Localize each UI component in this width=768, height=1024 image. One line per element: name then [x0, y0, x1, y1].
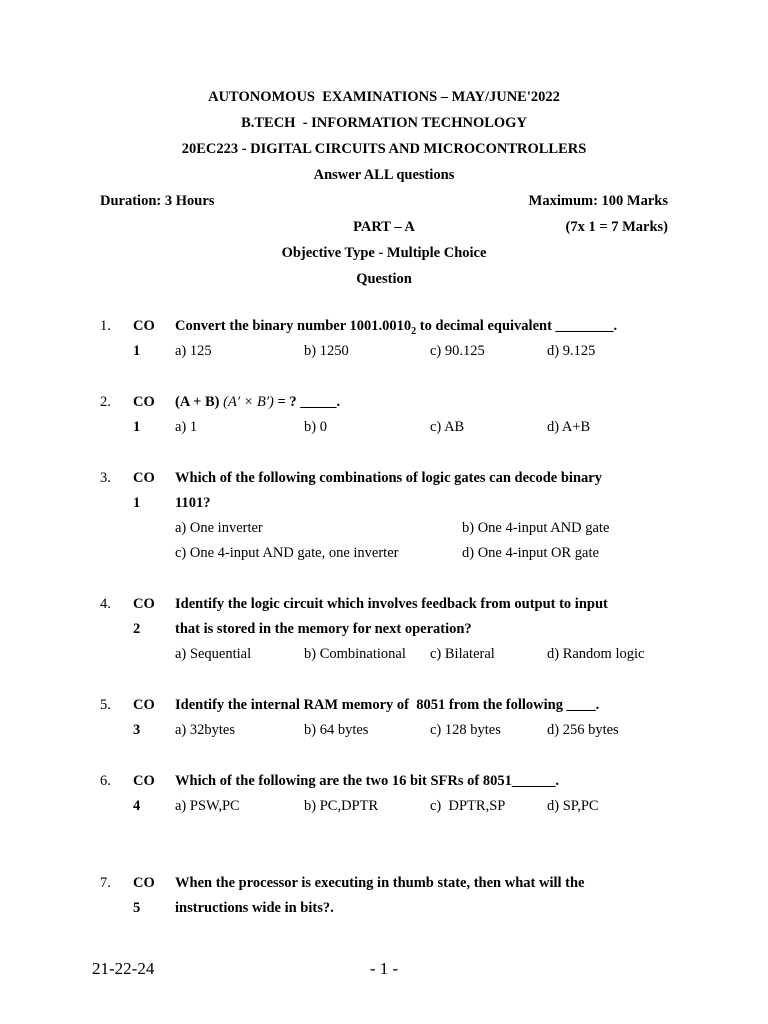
question-4-number: 4. [100, 596, 111, 612]
question-6 [100, 769, 668, 819]
option-d: d) One 4-input OR gate [462, 545, 599, 561]
question-text-math: (A′ × B′) [223, 394, 274, 410]
part-marks: (7x 1 = 7 Marks) [565, 219, 668, 235]
option-a: a) One inverter [175, 520, 263, 536]
question-7-text-line-2: instructions wide in bits?. [175, 900, 334, 916]
question-2-text [175, 390, 668, 415]
option-b: b) PC,DPTR [304, 798, 379, 814]
question-1-options [175, 339, 668, 364]
part-subtitle-2: Question [356, 271, 412, 287]
co-number: 3 [133, 722, 141, 738]
option-c: c) AB [430, 419, 465, 435]
option-a: a) PSW,PC [175, 798, 240, 814]
maximum-marks-label: Maximum: 100 Marks [528, 193, 668, 209]
option-b: b) 64 bytes [304, 722, 369, 738]
question-3-text-line-2: 1101? [175, 495, 211, 511]
co-label: CO [133, 394, 155, 410]
page-content [100, 84, 668, 947]
question-1 [100, 314, 668, 364]
question-7-co [133, 871, 175, 921]
question-6-number: 6. [100, 773, 111, 789]
co-label: CO [133, 318, 155, 334]
question-6-text: Which of the following are the two 16 bit SFRs of 8051______. [175, 773, 559, 789]
question-2-number: 2. [100, 394, 111, 410]
question-3 [100, 466, 668, 566]
question-text-pre: Convert the binary number 1001.0010 [175, 318, 412, 334]
exam-title: AUTONOMOUS EXAMINATIONS – MAY/JUNE'2022 [208, 89, 560, 105]
co-number: 2 [133, 621, 141, 637]
option-c: c) 90.125 [430, 343, 485, 359]
option-c: c) Bilateral [430, 646, 495, 662]
option-a: a) 32bytes [175, 722, 235, 738]
question-3-co [133, 466, 175, 566]
question-2-co [133, 390, 175, 440]
co-number: 1 [133, 495, 141, 511]
question-3-options-row-2 [175, 541, 668, 566]
footer-doc-code: 21-22-24 [92, 959, 155, 978]
question-text-pre: (A + B) [175, 394, 224, 410]
co-number: 5 [133, 900, 141, 916]
question-4-text-line-2: that is stored in the memory for next operation? [175, 621, 472, 637]
option-c: c) 128 bytes [430, 722, 501, 738]
question-7-number: 7. [100, 875, 111, 891]
answer-instruction: Answer ALL questions [313, 167, 455, 183]
question-1-number: 1. [100, 318, 111, 334]
co-number: 4 [133, 798, 141, 814]
questions-list [100, 314, 668, 921]
question-7 [100, 871, 668, 921]
question-text-post: to decimal equivalent ________. [416, 318, 618, 334]
question-5-text: Identify the internal RAM memory of 8051 from the following ____. [175, 697, 600, 713]
question-4 [100, 592, 668, 667]
co-label: CO [133, 697, 155, 713]
co-number: 1 [133, 419, 141, 435]
option-a: a) Sequential [175, 646, 252, 662]
co-label: CO [133, 596, 155, 612]
option-a: a) 1 [175, 419, 198, 435]
course-title: 20EC223 - DIGITAL CIRCUITS AND MICROCONTROLLERS [181, 141, 587, 157]
question-5-options [175, 718, 668, 743]
option-c: c) One 4-input AND gate, one inverter [175, 545, 399, 561]
question-2-options [175, 415, 668, 440]
question-3-options-row-1 [175, 516, 668, 541]
question-2 [100, 390, 668, 440]
question-text-subscript: 2 [411, 325, 417, 337]
question-5-number: 5. [100, 697, 111, 713]
option-b: b) 0 [304, 419, 327, 435]
option-b: b) 1250 [304, 343, 349, 359]
footer-page-number: - 1 - [369, 959, 399, 978]
question-4-text-line-1: Identify the logic circuit which involves feedback from output to input [175, 596, 608, 612]
option-d: d) 256 bytes [547, 722, 619, 738]
question-6-options [175, 794, 668, 819]
question-4-co [133, 592, 175, 667]
question-text-post: = ? _____. [273, 394, 341, 410]
part-heading-row [100, 214, 668, 240]
option-b: b) Combinational [304, 646, 406, 662]
question-3-number: 3. [100, 470, 111, 486]
option-d: d) A+B [547, 419, 591, 435]
option-d: d) Random logic [547, 646, 645, 662]
co-label: CO [133, 875, 155, 891]
option-d: d) SP,PC [547, 798, 599, 814]
co-number: 1 [133, 343, 141, 359]
question-4-options [175, 642, 668, 667]
co-label: CO [133, 773, 155, 789]
question-1-co [133, 314, 175, 364]
question-1-text [175, 314, 668, 339]
question-5 [100, 693, 668, 743]
question-3-text-line-1: Which of the following combinations of logic gates can decode binary [175, 470, 602, 486]
co-label: CO [133, 470, 155, 486]
option-c: c) DPTR,SP [430, 798, 506, 814]
program-title: B.TECH - INFORMATION TECHNOLOGY [241, 115, 527, 131]
option-a: a) 125 [175, 343, 212, 359]
option-d: d) 9.125 [547, 343, 596, 359]
part-subtitle-1: Objective Type - Multiple Choice [281, 245, 487, 261]
question-6-co [133, 769, 175, 819]
option-b: b) One 4-input AND gate [462, 520, 610, 536]
question-5-co [133, 693, 175, 743]
question-7-text-line-1: When the processor is executing in thumb state, then what will the [175, 875, 585, 891]
part-heading: PART – A [353, 219, 415, 235]
duration-label: Duration: 3 Hours [100, 193, 215, 209]
duration-maximum-row [100, 188, 668, 214]
